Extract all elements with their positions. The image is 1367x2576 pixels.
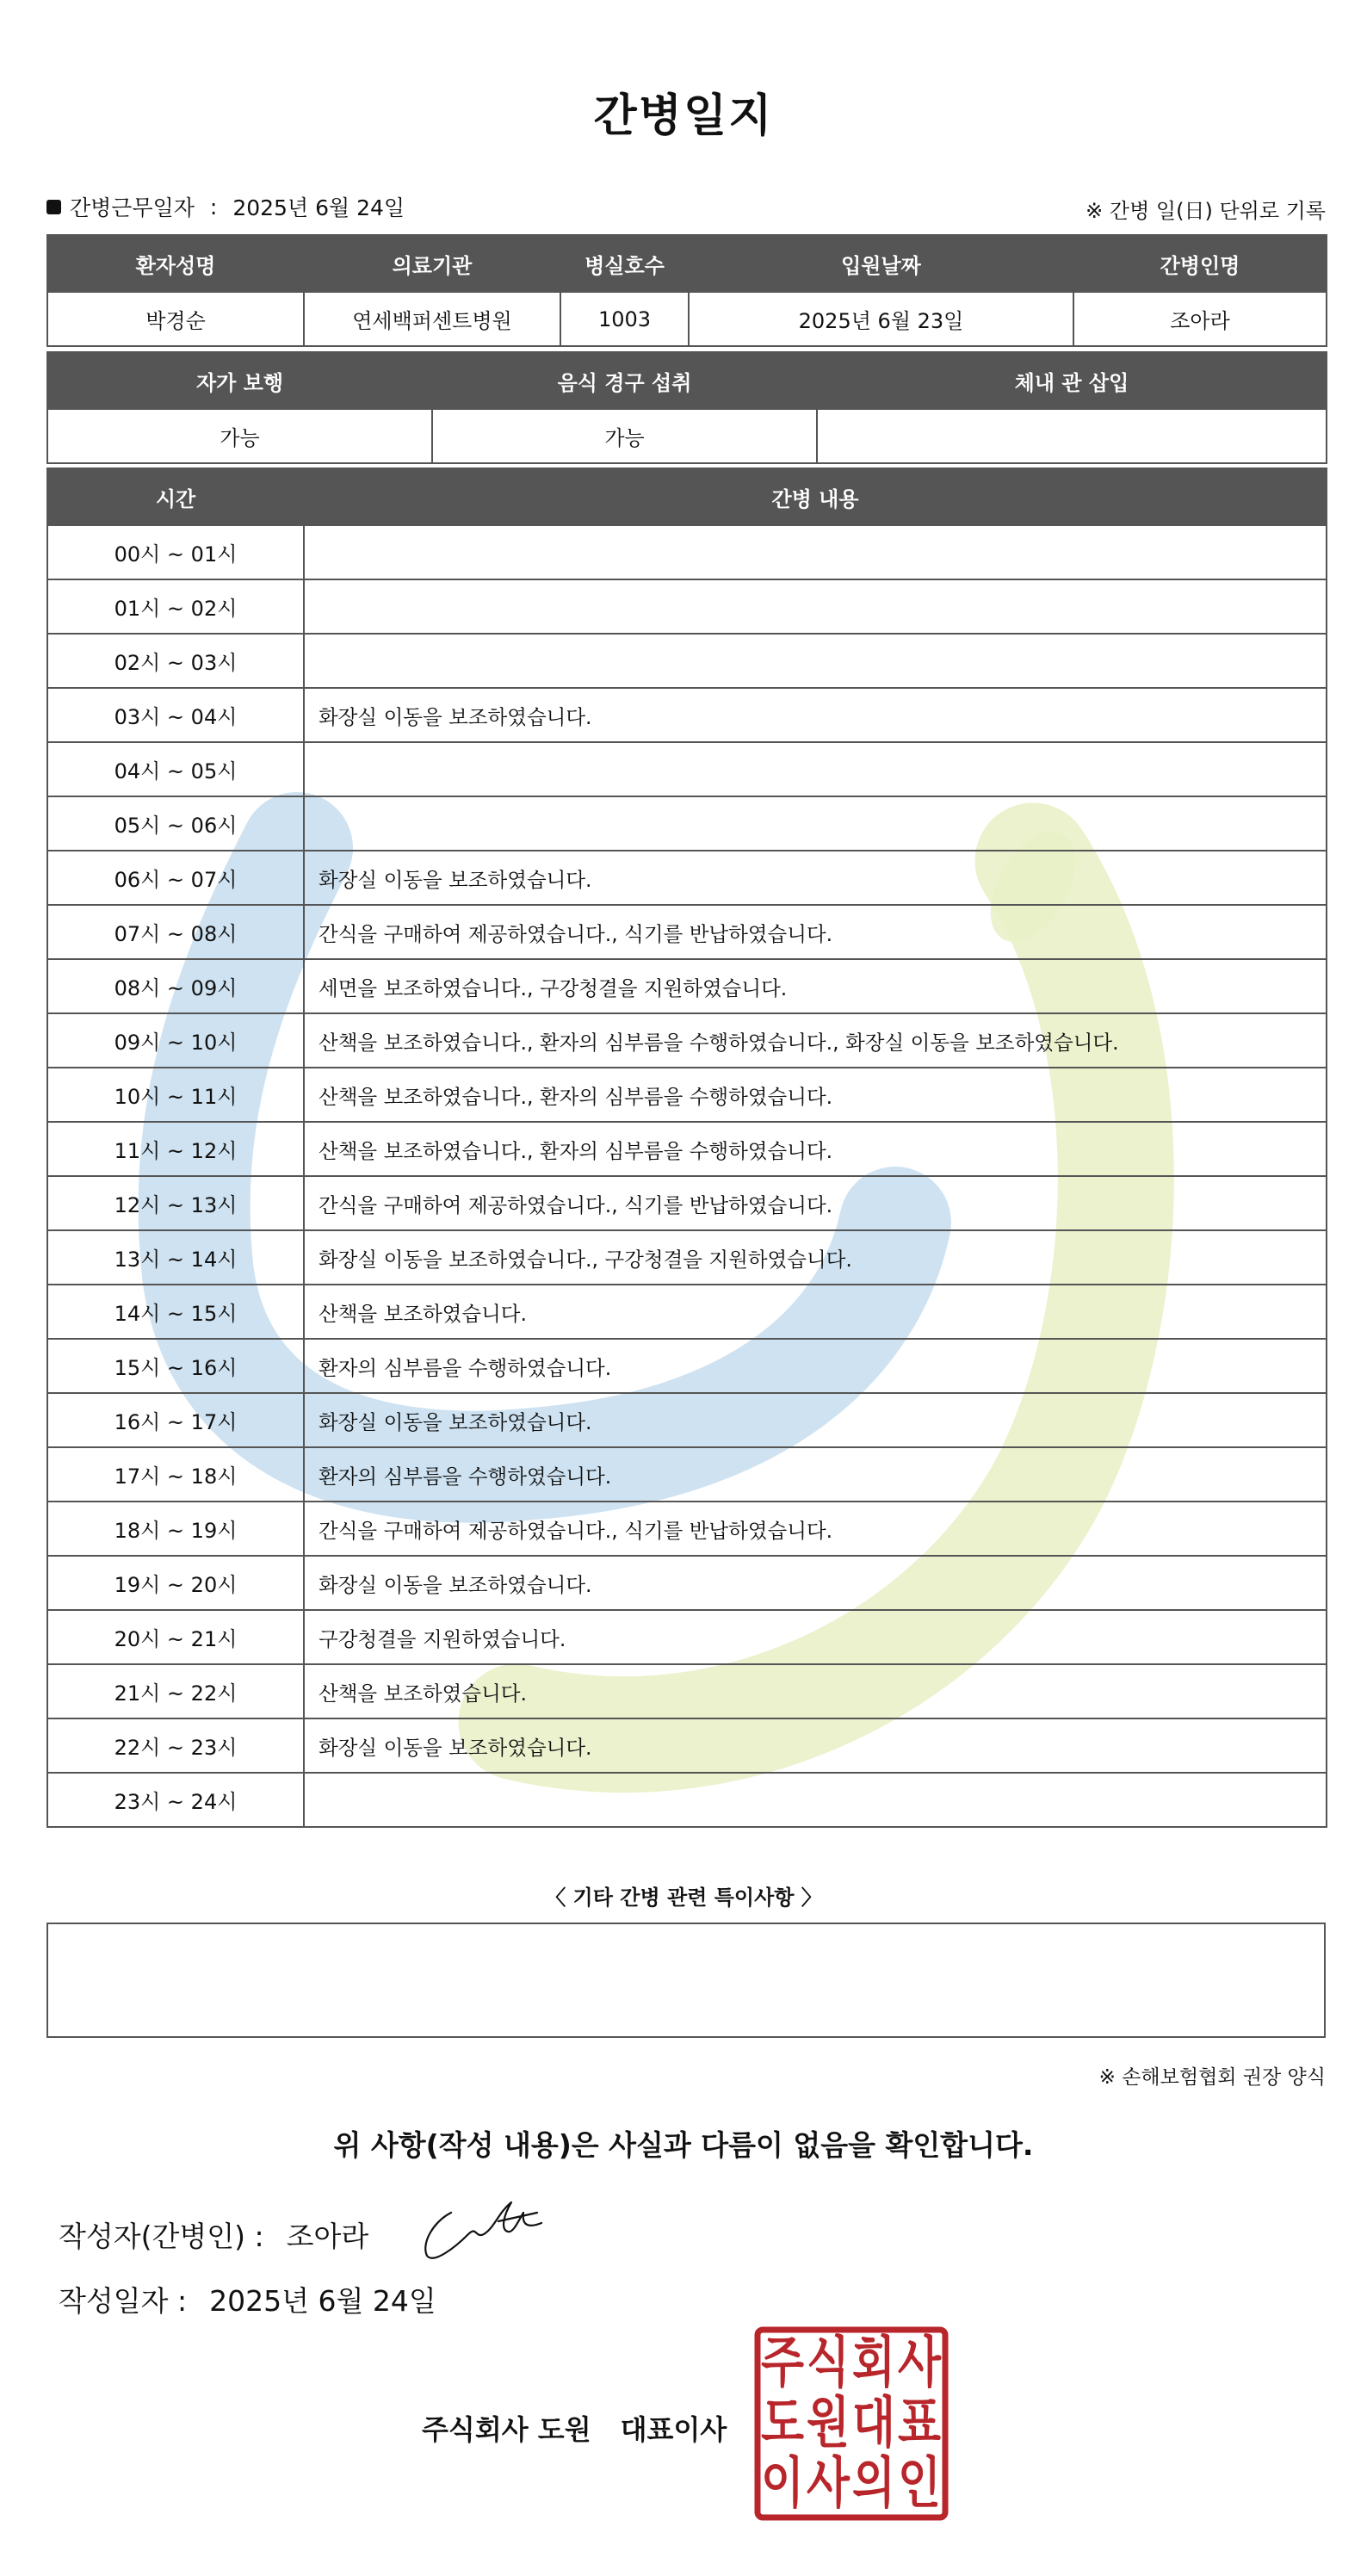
insurer-form-note: ※ 손해보험협회 권장 양식 [1098, 2066, 1326, 2089]
time-cell: 13시 ~ 14시 [47, 1230, 304, 1285]
content-cell: 구강청결을 지원하였습니다. [304, 1610, 1327, 1664]
time-cell: 01시 ~ 02시 [47, 579, 304, 634]
table-row [47, 1122, 1327, 1176]
room-number-value: 1003 [560, 292, 689, 346]
company-line [422, 2408, 727, 2448]
header-hospital: 의료기관 [304, 235, 560, 292]
header-tube-insertion: 체내 관 삽입 [817, 352, 1327, 409]
writer-name: 조아라 [286, 2220, 369, 2253]
content-cell: 세면을 보조하였습니다., 구강청결을 지원하였습니다. [304, 959, 1327, 1013]
patient-status-table [46, 351, 1327, 464]
time-cell: 19시 ~ 20시 [47, 1556, 304, 1610]
patient-info-table [46, 234, 1327, 347]
time-cell: 14시 ~ 15시 [47, 1285, 304, 1339]
table-row [47, 1447, 1327, 1502]
table-row [47, 1502, 1327, 1556]
table-row [47, 1176, 1327, 1230]
content-cell: 화장실 이동을 보조하였습니다. [304, 1393, 1327, 1447]
header-room-number: 병실호수 [560, 235, 689, 292]
table-row [47, 1013, 1327, 1068]
content-cell: 화장실 이동을 보조하였습니다. [304, 688, 1327, 742]
confirmation-statement: 위 사항(작성 내용)은 사실과 다름이 없음을 확인합니다. [333, 2128, 1034, 2162]
seal-glyph: 이 [761, 2452, 804, 2516]
content-cell: 산책을 보조하였습니다., 환자의 심부름을 수행하였습니다. [304, 1122, 1327, 1176]
seal-glyph: 회 [852, 2331, 895, 2395]
time-cell: 03시 ~ 04시 [47, 688, 304, 742]
time-cell: 07시 ~ 08시 [47, 905, 304, 959]
status-header-row [47, 352, 1327, 409]
care-log-header-row [47, 468, 1327, 525]
patient-info-value-row [47, 292, 1327, 346]
time-cell: 20시 ~ 21시 [47, 1610, 304, 1664]
header-admission-date: 입원날짜 [689, 235, 1073, 292]
time-cell: 11시 ~ 12시 [47, 1122, 304, 1176]
time-cell: 17시 ~ 18시 [47, 1447, 304, 1502]
time-cell: 05시 ~ 06시 [47, 796, 304, 851]
caregiver-name-value: 조아라 [1073, 292, 1327, 346]
company-name: 주식회사 도원 [422, 2413, 591, 2446]
seal-glyph: 인 [898, 2452, 941, 2516]
work-date-value: 2025년 6월 24일 [232, 195, 405, 220]
bullet-square-icon [46, 200, 61, 214]
content-cell [304, 742, 1327, 796]
content-cell: 화장실 이동을 보조하였습니다. [304, 1718, 1327, 1773]
document-title: 간병일지 [593, 90, 774, 142]
content-cell: 산책을 보조하였습니다., 환자의 심부름을 수행하였습니다., 화장실 이동을 보조하였습니다. [304, 1013, 1327, 1068]
content-cell [304, 634, 1327, 688]
table-row [47, 1718, 1327, 1773]
seal-glyph: 의 [852, 2452, 895, 2516]
tube-insertion-value [817, 409, 1327, 463]
seal-glyph: 원 [807, 2392, 850, 2455]
time-cell: 10시 ~ 11시 [47, 1068, 304, 1122]
work-date-label: 간병근무일자 [70, 195, 195, 220]
time-cell: 23시 ~ 24시 [47, 1773, 304, 1827]
work-date-separator: : [209, 194, 218, 220]
table-row [47, 742, 1327, 796]
care-log-table [46, 468, 1327, 1828]
work-date-row [46, 191, 405, 222]
patient-name-value: 박경순 [47, 292, 304, 346]
seal-glyph: 대 [852, 2392, 895, 2455]
header-patient-name: 환자성명 [47, 235, 304, 292]
table-row [47, 796, 1327, 851]
seal-glyph: 주 [761, 2331, 805, 2395]
table-row [47, 1230, 1327, 1285]
ceo-title: 대표이사 [620, 2413, 727, 2446]
header-care-content: 간병 내용 [304, 468, 1327, 525]
writer-label: 작성자(간병인) : [59, 2220, 264, 2253]
time-cell: 18시 ~ 19시 [47, 1502, 304, 1556]
content-cell: 산책을 보조하였습니다. [304, 1285, 1327, 1339]
table-row [47, 579, 1327, 634]
self-walking-value: 가능 [47, 409, 432, 463]
written-date-value: 2025년 6월 24일 [209, 2284, 436, 2318]
content-cell: 화장실 이동을 보조하였습니다., 구강청결을 지원하였습니다. [304, 1230, 1327, 1285]
time-cell: 06시 ~ 07시 [47, 851, 304, 905]
seal-glyph: 사 [898, 2331, 942, 2395]
header-caregiver-name: 간병인명 [1073, 235, 1327, 292]
table-row [47, 1610, 1327, 1664]
content-cell: 산책을 보조하였습니다. [304, 1664, 1327, 1718]
table-row [47, 1068, 1327, 1122]
status-value-row [47, 409, 1327, 463]
table-row [47, 688, 1327, 742]
time-cell: 04시 ~ 05시 [47, 742, 304, 796]
table-row [47, 634, 1327, 688]
content-cell: 환자의 심부름을 수행하였습니다. [304, 1339, 1327, 1393]
seal-glyph: 도 [761, 2392, 805, 2455]
writer-line [59, 2214, 368, 2255]
company-seal-stamp [754, 2326, 949, 2521]
time-cell: 12시 ~ 13시 [47, 1176, 304, 1230]
content-cell: 간식을 구매하여 제공하였습니다., 식기를 반납하였습니다. [304, 1502, 1327, 1556]
table-row [47, 959, 1327, 1013]
time-cell: 22시 ~ 23시 [47, 1718, 304, 1773]
time-cell: 02시 ~ 03시 [47, 634, 304, 688]
special-notes-title: 〈 기타 간병 관련 특이사항 〉 [545, 1886, 822, 1910]
header-self-walking: 자가 보행 [47, 352, 432, 409]
content-cell [304, 796, 1327, 851]
content-cell [304, 579, 1327, 634]
unit-note: ※ 간병 일(日) 단위로 기록 [1086, 199, 1326, 223]
header-oral-intake: 음식 경구 섭취 [432, 352, 817, 409]
time-cell: 09시 ~ 10시 [47, 1013, 304, 1068]
table-row [47, 851, 1327, 905]
content-cell: 환자의 심부름을 수행하였습니다. [304, 1447, 1327, 1502]
time-cell: 00시 ~ 01시 [47, 525, 304, 579]
content-cell [304, 1773, 1327, 1827]
seal-glyph: 표 [898, 2392, 942, 2455]
content-cell: 간식을 구매하여 제공하였습니다., 식기를 반납하였습니다. [304, 1176, 1327, 1230]
admission-date-value: 2025년 6월 23일 [689, 292, 1073, 346]
time-cell: 08시 ~ 09시 [47, 959, 304, 1013]
content-cell: 산책을 보조하였습니다., 환자의 심부름을 수행하였습니다. [304, 1068, 1327, 1122]
time-cell: 16시 ~ 17시 [47, 1393, 304, 1447]
table-row [47, 1773, 1327, 1827]
content-cell: 화장실 이동을 보조하였습니다. [304, 851, 1327, 905]
table-row [47, 1556, 1327, 1610]
table-row [47, 1285, 1327, 1339]
time-cell: 15시 ~ 16시 [47, 1339, 304, 1393]
special-notes-box [46, 1923, 1326, 2038]
patient-info-header-row [47, 235, 1327, 292]
table-row [47, 1339, 1327, 1393]
seal-glyph: 식 [807, 2331, 850, 2395]
oral-intake-value: 가능 [432, 409, 817, 463]
content-cell: 간식을 구매하여 제공하였습니다., 식기를 반납하였습니다. [304, 905, 1327, 959]
hospital-value: 연세백퍼센트병원 [304, 292, 560, 346]
content-cell: 화장실 이동을 보조하였습니다. [304, 1556, 1327, 1610]
written-date-label: 작성일자 : [59, 2284, 188, 2318]
table-row [47, 525, 1327, 579]
table-row [47, 1393, 1327, 1447]
table-row [47, 905, 1327, 959]
content-cell [304, 525, 1327, 579]
header-time: 시간 [47, 468, 304, 525]
handwritten-signature [417, 2187, 546, 2264]
seal-glyph: 사 [807, 2452, 851, 2516]
table-row [47, 1664, 1327, 1718]
written-date-line [59, 2279, 436, 2319]
time-cell: 21시 ~ 22시 [47, 1664, 304, 1718]
